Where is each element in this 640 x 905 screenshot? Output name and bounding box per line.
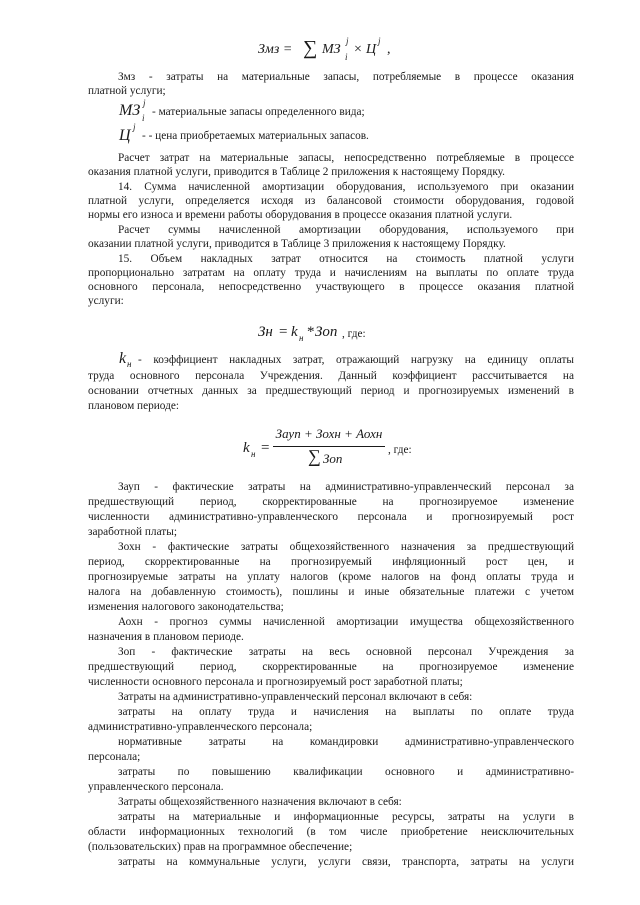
kn-symbol: k [119,350,127,367]
formula-zn-eq: = [279,324,288,340]
zop-line-1: Зоп - фактические затраты на весь основной персонал Учреждения за [118,646,574,658]
formula-kn-eq: = [261,440,270,456]
aup-item-2-line-1: нормативные затраты на командировки административно-управленческого [118,736,574,748]
formula-zmz-price: Ц [366,42,377,57]
aohn-line-1: Аохн - прогноз суммы начисленной амортизации имущества общехозяйственного [118,616,574,628]
kn-sub: н [127,359,132,369]
formula-zmz-term: МЗ [322,42,341,57]
formula-kn-lhs: k [243,440,250,456]
p3-line-1: Расчет суммы начисленной амортизации оборудования, используемого при [118,224,574,236]
formula-zmz-price-sup: j [378,36,381,46]
zmz-def-line-2: платной услуги; [88,85,166,97]
mz-sub: i [142,113,145,123]
p3-line-2: оказании платной услуги, приводится в Таблице 3 приложения к настоящему Порядку. [88,238,506,250]
kn-def-line-1: - коэффициент накладных затрат, отражающий нагрузку на единицу оплаты [138,354,574,366]
aup-item-1-line-2: административно-управленческого персонала; [88,721,313,733]
formula-zn-tail: , где: [342,328,366,340]
p4-line-2: пропорционально затратам на оплату труда и начислениям на выплаты по оплате труда [88,267,574,279]
formula-zmz-sup: j [346,36,349,46]
oh-item-2-line-1: затраты на коммунальные услуги, услуги связи, транспорта, затраты на услуги [118,856,574,868]
zohn-line-5: изменения налогового законодательства; [88,601,284,613]
zohn-line-4: налога на добавленную стоимость), пошлины и иные обязательные платежи с учетом [88,586,574,598]
aohn-line-2: назначения в плановом периоде. [88,631,244,643]
oh-heading: Затраты общехозяйственного назначения включают в себя: [118,796,402,808]
zop-line-3: численности основного персонала и прогнозируемый рост заработной платы; [88,676,463,688]
aup-item-2-line-2: персонала; [88,751,141,763]
zaup-line-4: заработной платы; [88,526,177,538]
mz-definition: - материальные запасы определенного вида; [152,106,365,118]
zaup-line-3: численности административно-управленческого персонала и прогнозируемый рост [88,511,574,523]
formula-zmz-tail: , [387,42,391,57]
p1-line-1: Расчет затрат на материальные запасы, непосредственно потребляемые в процессе [118,152,574,164]
oh-item-1-line-2: области информационных технологий (в том числе приобретение неисключительных [88,826,574,838]
p4-line-3: основного персонала, непосредственно участвующего в процессе оказания платной [88,281,574,293]
zmz-def-line-1: Змз - затраты на материальные запасы, потребляемые в процессе оказания [118,71,574,83]
formula-zmz-times: × [354,42,362,57]
formula-zn-k-sub: н [299,333,304,343]
mz-sup: j [143,98,146,108]
mz-symbol: МЗ [119,102,141,119]
formula-kn-tail: , где: [388,444,412,456]
kn-def-line-2: труда основного персонала Учреждения. Данный коэффициент рассчитывается на [88,370,574,382]
zohn-line-2: период, скорректированные на прогнозируемый инфляционный рост цен, и [88,556,574,568]
formula-zn-mul: * [307,324,315,340]
oh-item-1-line-1: затраты на материальные и информационные ресурсы, затраты на услуги в [118,811,574,823]
c-sup: j [133,122,136,132]
formula-zn-zop: Зоп [315,324,338,340]
zop-line-2: предшествующий период, скорректированные на прогнозируемое изменение [88,661,574,673]
formula-zn-lhs: Зн [258,324,273,340]
aup-item-3-line-1: затраты по повышению квалификации основного и административно- [118,766,574,778]
formula-kn-lhs-sub: н [251,449,256,459]
formula-kn-numerator: Зауп + Зохн + Аохн [275,426,383,441]
zohn-line-1: Зохн - фактические затраты общехозяйственного назначения за предшествующий [118,541,574,553]
p4-line-4: услуги: [88,295,124,307]
aup-heading: Затраты на административно-управленческий персонал включают в себя: [118,691,473,703]
kn-def-line-4: плановом периоде: [88,400,180,412]
p1-line-2: оказания платной услуги, приводится в Таблице 2 приложения к настоящему Порядку. [88,166,506,178]
zaup-line-1: Зауп - фактические затраты на административно-управленческий персонал за [118,481,574,493]
p2-line-2: платной услуги, определяется исходя из балансовой стоимости оборудования, годовой [88,195,574,207]
aup-item-3-line-2: управленческого персонала. [88,781,224,793]
p2-line-3: нормы его износа и времени работы оборудования в процессе оказания платной услуги. [88,209,513,221]
oh-item-1-line-3: (пользовательских) прав на программное обеспечение; [88,841,353,853]
formula-zmz-sum: ∑ [303,37,318,59]
c-definition: - - цена приобретаемых материальных запасов. [142,130,369,142]
p4-line-1: 15. Объем накладных затрат относится на стоимость платной услуги [118,253,574,265]
aup-item-1-line-1: затраты на оплату труда и начисления на выплаты по оплате труда [118,706,574,718]
p2-line-1: 14. Сумма начисленной амортизации оборудования, используемого при оказании [118,181,574,193]
formula-zn-k: k [291,324,298,340]
c-symbol: Ц [119,127,131,144]
formula-kn-denominator: Зоп [323,451,343,466]
formula-zmz-sub: i [345,52,348,62]
zohn-line-3: прогнозируемые затраты на уплату налогов (кроме налогов на фонд оплаты труда и [88,571,574,583]
formula-zmz-lhs: Змз = [258,42,293,57]
zaup-line-2: предшествующий период, скорректированные на прогнозируемое изменение [88,496,574,508]
formula-kn-fraction-bar [273,446,385,447]
formula-kn-sum: ∑ [308,446,321,466]
kn-def-line-3: основании отчетных данных за предшествующий период и прогнозируемых изменений в [88,385,574,397]
